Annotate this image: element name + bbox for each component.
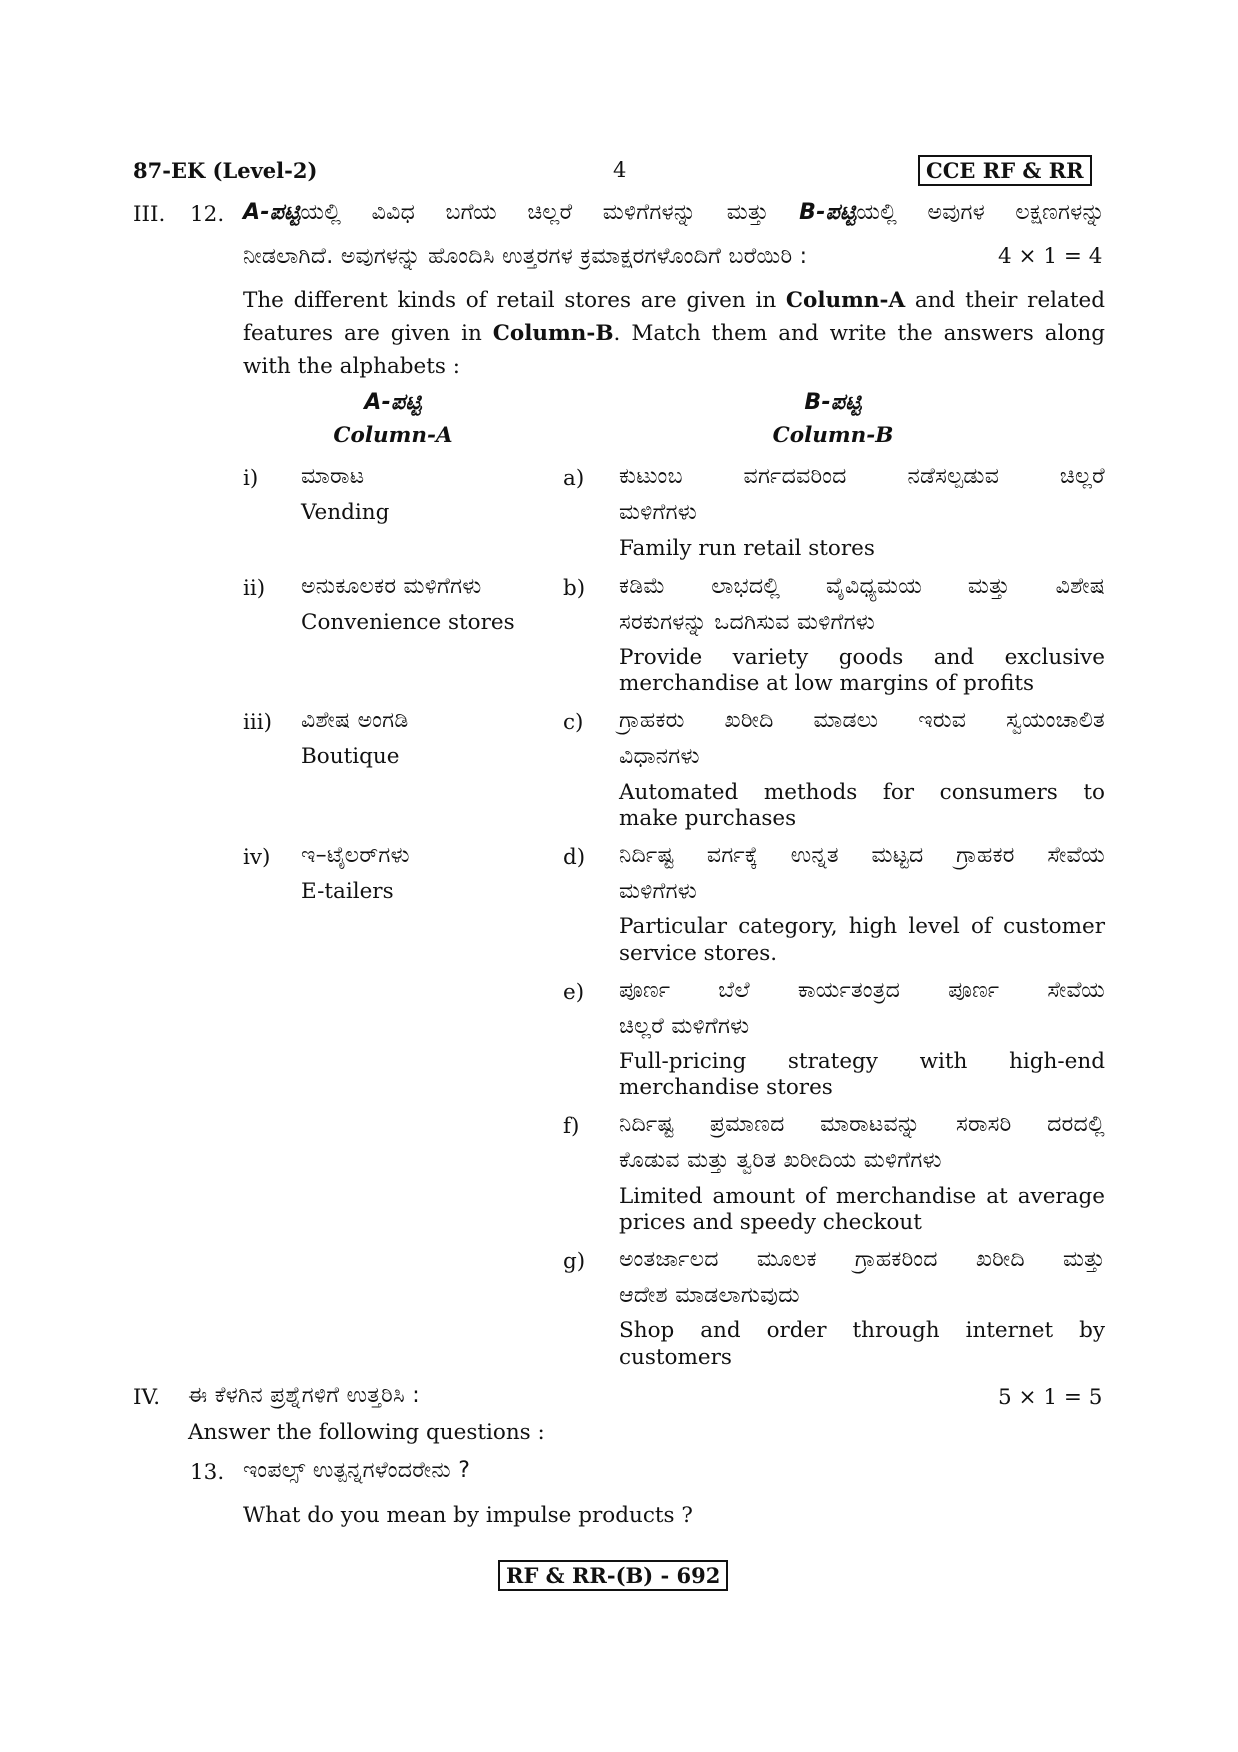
col-b-item-en-2: prices and speedy checkout: [619, 1210, 922, 1235]
question-english: What do you mean by impulse products ?: [243, 1503, 693, 1528]
col-a-ref: Column-A: [785, 288, 906, 313]
text: Column-B: [772, 423, 894, 448]
col-b-item-en-1: Automated methods for consumers to: [619, 780, 1105, 805]
col-b-item-kn-1: ಅಂತರ್ಜಾಲದ ಮೂಲಕ ಗ್ರಾಹಕರಿಂದ ಖರೀದಿ ಮತ್ತು: [619, 1247, 1105, 1272]
col-a-item-en: Convenience stores: [301, 610, 515, 635]
col-b-item-kn-2: ಕೊಡುವ ಮತ್ತು ತ್ವರಿತ ಖರೀದಿಯ ಮಳಿಗೆಗಳು: [619, 1148, 942, 1173]
col-a-ref: A-ಪಟ್ಟಿ: [243, 200, 301, 225]
col-b-item-en-1: Limited amount of merchandise at average: [619, 1184, 1105, 1209]
col-b-item-en-1: Particular category, high level of customer: [619, 914, 1105, 939]
col-b-label: e): [563, 980, 585, 1005]
question-english-line-1: [243, 288, 1105, 313]
question-kannada-line-1: [243, 200, 1105, 225]
text: features are given in: [243, 321, 493, 346]
col-b-ref: Column-B: [492, 321, 614, 346]
col-b-item-kn-1: ಕಡಿಮೆ ಲಾಭದಲ್ಲಿ ವೈವಿಧ್ಯಮಯ ಮತ್ತು ವಿಶೇಷ: [619, 574, 1105, 599]
footer-code-box: RF & RR-(B) - 692: [498, 1560, 728, 1591]
col-a-item-kn: ಅನುಕೂಲಕರ ಮಳಿಗೆಗಳು: [301, 574, 482, 599]
col-b-item-kn-1: ಪೂರ್ಣ ಬೆಲೆ ಕಾರ್ಯತಂತ್ರದ ಪೂರ್ಣ ಸೇವೆಯ: [619, 978, 1105, 1003]
col-b-item-kn-2: ವಿಧಾನಗಳು: [619, 744, 700, 769]
text: and their related: [905, 288, 1105, 313]
section-title-kn: ಈ ಕೆಳಗಿನ ಪ್ರಶ್ನೆಗಳಿಗೆ ಉತ್ತರಿಸಿ :: [188, 1383, 421, 1408]
marks: 5 × 1 = 5: [998, 1385, 1103, 1410]
section-numeral: III.: [133, 202, 166, 227]
question-kannada-line-2: ನೀಡಲಾಗಿದೆ. ಅವುಗಳನ್ನು ಹೊಂದಿಸಿ ಉತ್ತರಗಳ ಕ್ರಮಾಕ್ಷರಗಳೊಂದಿಗೆ ಬರೆಯಿರಿ :: [243, 244, 808, 269]
col-a-item-en: Vending: [301, 500, 390, 525]
col-b-item-kn-1: ನಿರ್ದಿಷ್ಟ ವರ್ಗಕ್ಕೆ ಉನ್ನತ ಮಟ್ಟದ ಗ್ರಾಹಕರ ಸೇವೆಯ: [619, 843, 1105, 868]
col-a-label: iii): [243, 710, 273, 735]
col-a-label: iv): [243, 845, 271, 870]
col-b-item-en-2: make purchases: [619, 806, 797, 831]
col-a-label: i): [243, 466, 259, 491]
col-b-label: f): [563, 1114, 580, 1139]
question-kannada: ಇಂಪಲ್ಸ್ ಉತ್ಪನ್ನಗಳೆಂದರೇನು ?: [243, 1458, 471, 1483]
col-b-item-en-2: merchandise stores: [619, 1075, 833, 1100]
col-b-item-kn-1: ಕುಟುಂಬ ವರ್ಗದವರಿಂದ ನಡೆಸಲ್ಪಡುವ ಚಿಲ್ಲರೆ: [619, 464, 1105, 489]
text: A-ಪಟ್ಟಿ: [364, 390, 422, 415]
marks: 4 × 1 = 4: [998, 244, 1103, 269]
col-b-label: a): [563, 466, 585, 491]
col-a-item-en: E-tailers: [301, 879, 394, 904]
exam-code-box: CCE RF & RR: [918, 155, 1092, 186]
col-b-item-kn-2: ಚಿಲ್ಲರೆ ಮಳಿಗೆಗಳು: [619, 1014, 750, 1039]
paper-code: 87-EK (Level-2): [133, 158, 318, 183]
col-b-item-en-1: Full-pricing strategy with high-end: [619, 1049, 1105, 1074]
col-b-label: g): [563, 1249, 586, 1274]
question-number: 13.: [190, 1460, 225, 1485]
text: ಯಲ್ಲಿ ಅವುಗಳ ಲಕ್ಷಣಗಳನ್ನು: [856, 200, 1105, 225]
section-numeral: IV.: [133, 1385, 161, 1410]
col-b-item-en-1: Shop and order through internet by: [619, 1318, 1105, 1343]
col-b-label: c): [563, 710, 584, 735]
col-a-item-kn: ಇ–ಟೈಲರ್‌ಗಳು: [301, 843, 410, 868]
page-number: 4: [613, 158, 627, 182]
section-title-en: Answer the following questions :: [188, 1420, 545, 1445]
text: The different kinds of retail stores are given in: [243, 288, 786, 313]
question-english-line-2: [243, 321, 1105, 346]
col-b-item-kn-1: ಗ್ರಾಹಕರು ಖರೀದಿ ಮಾಡಲು ಇರುವ ಸ್ವಯಂಚಾಲಿತ: [619, 708, 1105, 733]
col-a-item-kn: ಮಾರಾಟ: [301, 464, 365, 489]
text: Column-A: [333, 423, 453, 448]
text: B-ಪಟ್ಟಿ: [804, 390, 862, 415]
question-english-line-3: with the alphabets :: [243, 354, 461, 379]
col-b-item-en-2: merchandise at low margins of profits: [619, 671, 1035, 696]
text: . Match them and write the answers along: [613, 321, 1105, 346]
col-b-ref: B-ಪಟ್ಟಿ: [799, 200, 857, 225]
text: ಯಲ್ಲಿ ವಿವಿಧ ಬಗೆಯ ಚಿಲ್ಲರೆ ಮಳಿಗೆಗಳನ್ನು ಮತ್ತು: [300, 200, 800, 225]
col-b-item-kn-2: ಮಳಿಗೆಗಳು: [619, 879, 698, 904]
col-b-item-kn-2: ಸರಕುಗಳನ್ನು ಒದಗಿಸುವ ಮಳಿಗೆಗಳು: [619, 610, 876, 635]
col-b-item-en-1: Provide variety goods and exclusive: [619, 645, 1105, 670]
question-number: 12.: [190, 202, 225, 227]
col-a-item-en: Boutique: [301, 744, 400, 769]
col-b-item-kn-1: ನಿರ್ದಿಷ್ಟ ಪ್ರಮಾಣದ ಮಾರಾಟವನ್ನು ಸರಾಸರಿ ದರದಲ್ಲಿ: [619, 1112, 1105, 1137]
col-a-item-kn: ವಿಶೇಷ ಅಂಗಡಿ: [301, 708, 409, 733]
col-a-label: ii): [243, 576, 266, 601]
col-b-label: d): [563, 845, 586, 870]
col-b-item-kn-2: ಮಳಿಗೆಗಳು: [619, 500, 698, 525]
col-b-item-kn-2: ಆದೇಶ ಮಾಡಲಾಗುವುದು: [619, 1283, 800, 1308]
col-b-item-en-2: customers: [619, 1345, 732, 1370]
col-b-item-en-1: Family run retail stores: [619, 536, 875, 561]
col-b-label: b): [563, 576, 586, 601]
col-b-item-en-2: service stores.: [619, 941, 778, 966]
